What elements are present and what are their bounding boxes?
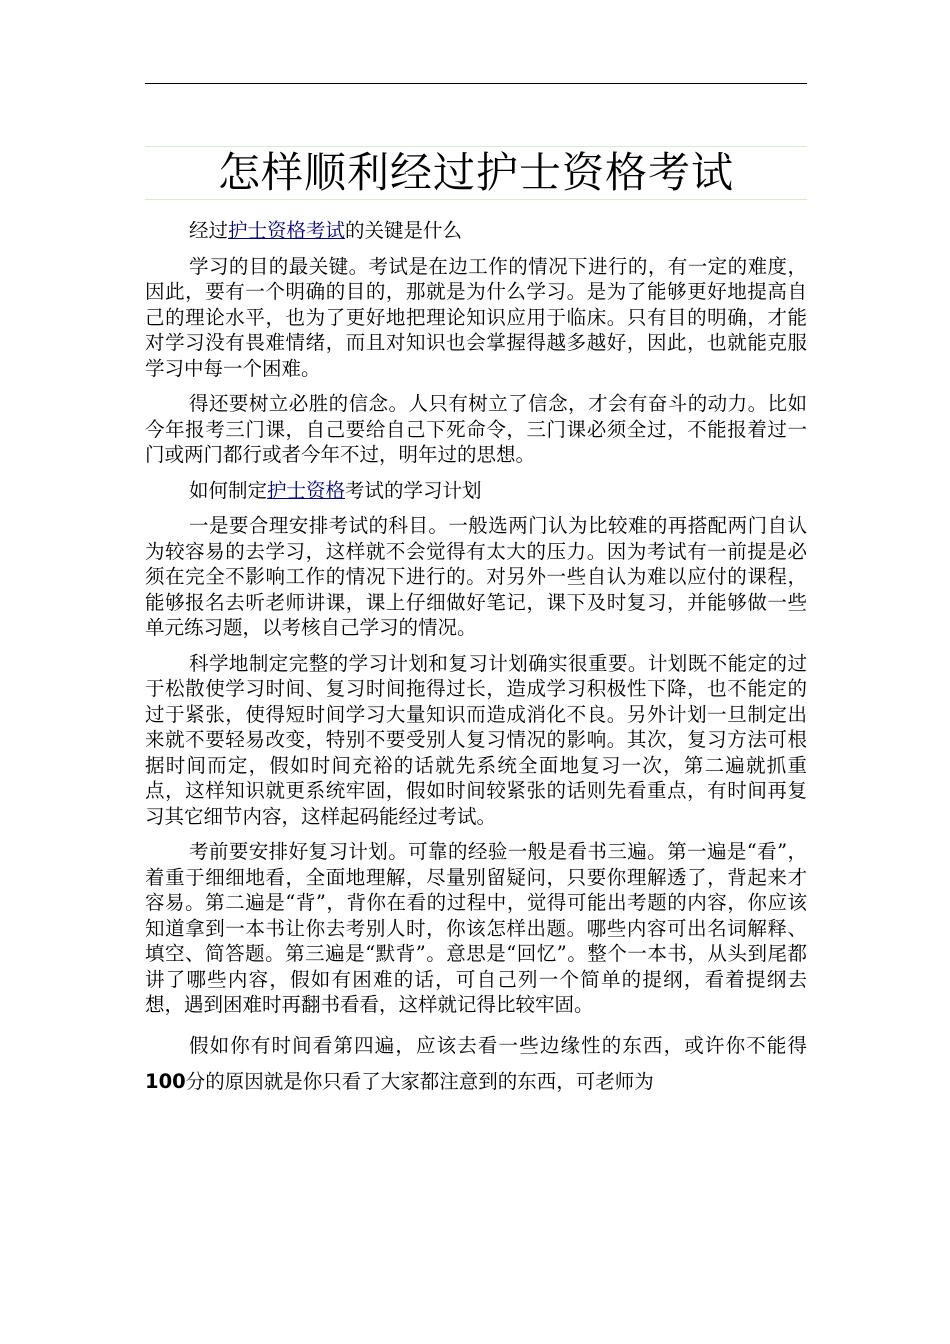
section-heading-1-suffix: 的关键是什么 [345, 219, 463, 242]
paragraph-fourth-reading-end: 分的原因就是你只看了大家都注意到的东西，可老师为 [185, 1069, 654, 1093]
paragraph-purpose: 学习的目的最关键。考试是在边工作的情况下进行的，有一定的难度，因此，要有一个明确的目的，那就是为什么学习。是为了能够更好地提高自己的理论水平，也为了更好地把理论知识应用于临床。只有目的明确，才能对学习没有畏难情绪，而且对知识也会掌握得越多越好，因此，也就能克服学习中每一个困难。 [145, 254, 807, 380]
paragraph-confidence: 得还要树立必胜的信念。人只有树立了信念，才会有奋斗的动力。比如今年报考三门课，自己要给自己下死命令，三门课必须全过，不能报着过一门或两门都行或者今年不过，明年过的思想。 [145, 392, 807, 466]
paragraph-review-plan: 考前要安排好复习计划。可靠的经验一般是看书三遍。第一遍是“看”，着重于细细地看，全面地理解，尽量别留疑问，只要你理解透了，背起来才容易。第二遍是“背”，背你在看的过程中，觉得可能出考题的内容，你应该知道拿到一本书让你去考别人时，你该怎样出题。哪些内容可出名词解释、填空、简答题。第三遍是“默背”。意思是“回忆”。整个一本书，从头到尾都讲了哪些内容，假如有困难的话，可自己列一个简单的提纲，看着提纲去想，遇到困难时再翻书看看，这样就记得比较牢固。 [145, 840, 807, 1016]
paragraph-fourth-reading-start: 假如你有时间看第四遍，应该去看一些边缘性的东西，或许你不能得 [189, 1033, 807, 1057]
document-title: 怎样顺利经过护士资格考试 [217, 148, 734, 197]
section-heading-2 [145, 478, 807, 504]
nurse-qualification-link[interactable]: 护士资格 [267, 478, 346, 502]
section-heading-1-prefix: 经过 [189, 219, 229, 242]
document-body [145, 218, 807, 1110]
score-number: 100 [145, 1069, 186, 1093]
section-heading-2-prefix: 如何制定 [189, 478, 268, 502]
paragraph-subjects: 一是要合理安排考试的科目。一般选两门认为比较难的再搭配两门自认为较容易的去学习，这样就不会觉得有太大的压力。因为考试有一前提是必须在完全不影响工作的情况下进行的。对另外一些自认为难以应付的课程，能够报名去听老师讲课，课上仔细做好笔记，课下及时复习，并能够做一些单元练习题，以考核自己学习的情况。 [145, 514, 807, 639]
header-rule [145, 83, 807, 84]
title-band [145, 146, 807, 200]
paragraph-fourth-reading [145, 1028, 807, 1100]
section-heading-1 [145, 218, 807, 244]
section-heading-2-suffix: 考试的学习计划 [345, 478, 482, 502]
nurse-exam-link[interactable]: 护士资格考试 [228, 219, 346, 242]
paragraph-study-plan: 科学地制定完整的学习计划和复习计划确实很重要。计划既不能定的过于松散使学习时间、复习时间拖得过长，造成学习积极性下降，也不能定的过于紧张，使得短时间学习大量知识而造成消化不良。另外计划一旦制定出来就不要轻易改变，特别不要受别人复习情况的影响。其次，复习方法可根据时间而定，假如时间充裕的话就先系统全面地复习一次，第二遍就抓重点，这样知识就更系统牢固，假如时间较紧张的话则先看重点，有时间再复习其它细节内容，这样起码能经过考试。 [145, 651, 807, 828]
